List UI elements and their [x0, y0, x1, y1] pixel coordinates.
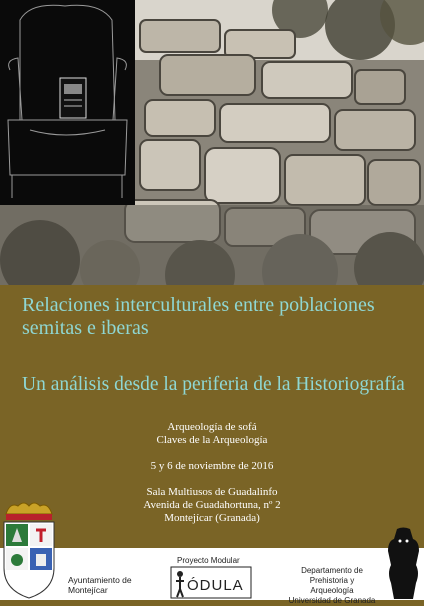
coat-of-arms-logo [0, 498, 58, 600]
depto-line3: Universidad de Granada [288, 596, 376, 605]
ayuntamiento-line1: Ayuntamiento de [68, 575, 132, 585]
modula-logo-text: ÓDULA [187, 577, 244, 594]
proyecto-modular-label: Proyecto Modular [177, 556, 240, 565]
depto-line2: Prehistoria y Arqueología [309, 576, 355, 595]
main-title-line1: Relaciones interculturales entre poblaciones [22, 294, 375, 316]
series-subtitle: Claves de la Arqueología [156, 434, 268, 446]
venue-line1: Sala Multiusos de Guadalinfo [146, 486, 278, 498]
idol-logo [383, 527, 424, 600]
main-title [22, 294, 412, 340]
event-date: 5 y 6 de noviembre de 2016 [150, 460, 274, 472]
modula-icon [169, 565, 261, 600]
depto-line1: Departamento de [301, 566, 363, 575]
venue-line2: Avenida de Guadahortuna, nº 2 [143, 499, 281, 511]
series-name: Arqueología de sofá [167, 421, 257, 433]
ayuntamiento-line2: Montejícar [68, 585, 108, 595]
modula-logo [169, 565, 261, 600]
armchair-icon [0, 0, 135, 205]
coat-of-arms-icon [0, 498, 58, 600]
main-title-line2: semitas e iberas [22, 317, 149, 339]
ayuntamiento-label [68, 575, 132, 595]
departamento-label [288, 566, 376, 606]
idol-icon [383, 527, 424, 600]
armchair-illustration [0, 0, 135, 205]
venue-line3: Montejícar (Granada) [164, 512, 260, 524]
header-photo [0, 0, 424, 285]
subtitle: Un análisis desde la periferia de la Historiografía [22, 374, 405, 395]
